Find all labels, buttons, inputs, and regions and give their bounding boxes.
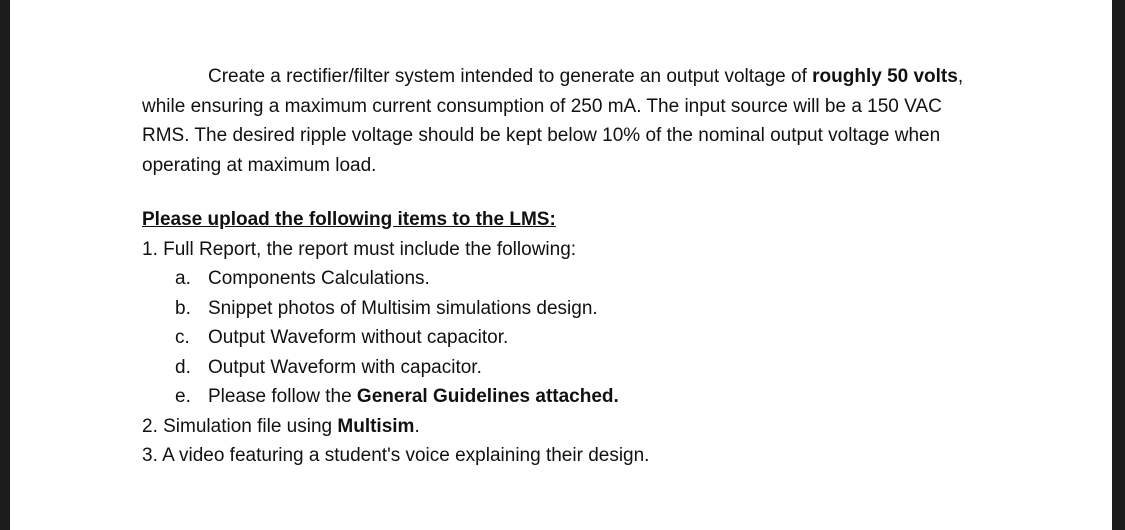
sub-item-text: Components Calculations.: [208, 268, 430, 289]
intro-text-end: , while ensuring a maximum current consumption of 250 mA. The input source will be a 150 VAC RMS. The desired ripple voltage should be kept below 10% of the nominal output voltage when operating at maximum load.: [142, 66, 964, 176]
document-page: [10, 0, 1112, 530]
sub-item-b: [142, 294, 992, 324]
list-item-3: 3. A video featuring a student's voice explaining their design.: [142, 445, 650, 466]
list-item-2: [142, 412, 992, 442]
sub-item-bold-guidelines: General Guidelines attached.: [356, 386, 619, 407]
list-item-2-text: 2. Simulation file using: [142, 415, 338, 437]
sub-item-text: Output Waveform without capacitor.: [208, 327, 509, 348]
list-item-1: 1. Full Report, the report must include the following:: [142, 238, 577, 260]
upload-heading: Please upload the following items to the LMS:: [142, 209, 556, 230]
intro-bold-voltage: roughly 50 volts: [812, 66, 958, 87]
sub-item-marker: b.: [175, 297, 191, 319]
sub-item-c: [142, 323, 992, 353]
sub-item-marker: a.: [175, 268, 191, 289]
sub-item-marker: c.: [175, 327, 190, 348]
sub-item-text-start: Please follow the: [208, 386, 357, 407]
sub-item-marker: e.: [175, 386, 191, 407]
intro-paragraph: [142, 62, 992, 180]
sub-item-text: Output Waveform with capacitor.: [208, 356, 482, 378]
document-body: [142, 62, 992, 471]
sub-item-e: [142, 382, 992, 412]
sub-item-d: [142, 353, 992, 383]
sub-item-text: [208, 382, 619, 412]
intro-text-start: Create a rectifier/filter system intended to generate an output voltage of: [208, 66, 813, 87]
sub-item-a: [142, 264, 992, 294]
sub-item-text: Snippet photos of Multisim simulations design.: [208, 297, 598, 319]
list-item-2-end: .: [414, 415, 420, 437]
sub-item-marker: d.: [175, 356, 191, 378]
list-item-2-bold: Multisim: [337, 415, 415, 437]
